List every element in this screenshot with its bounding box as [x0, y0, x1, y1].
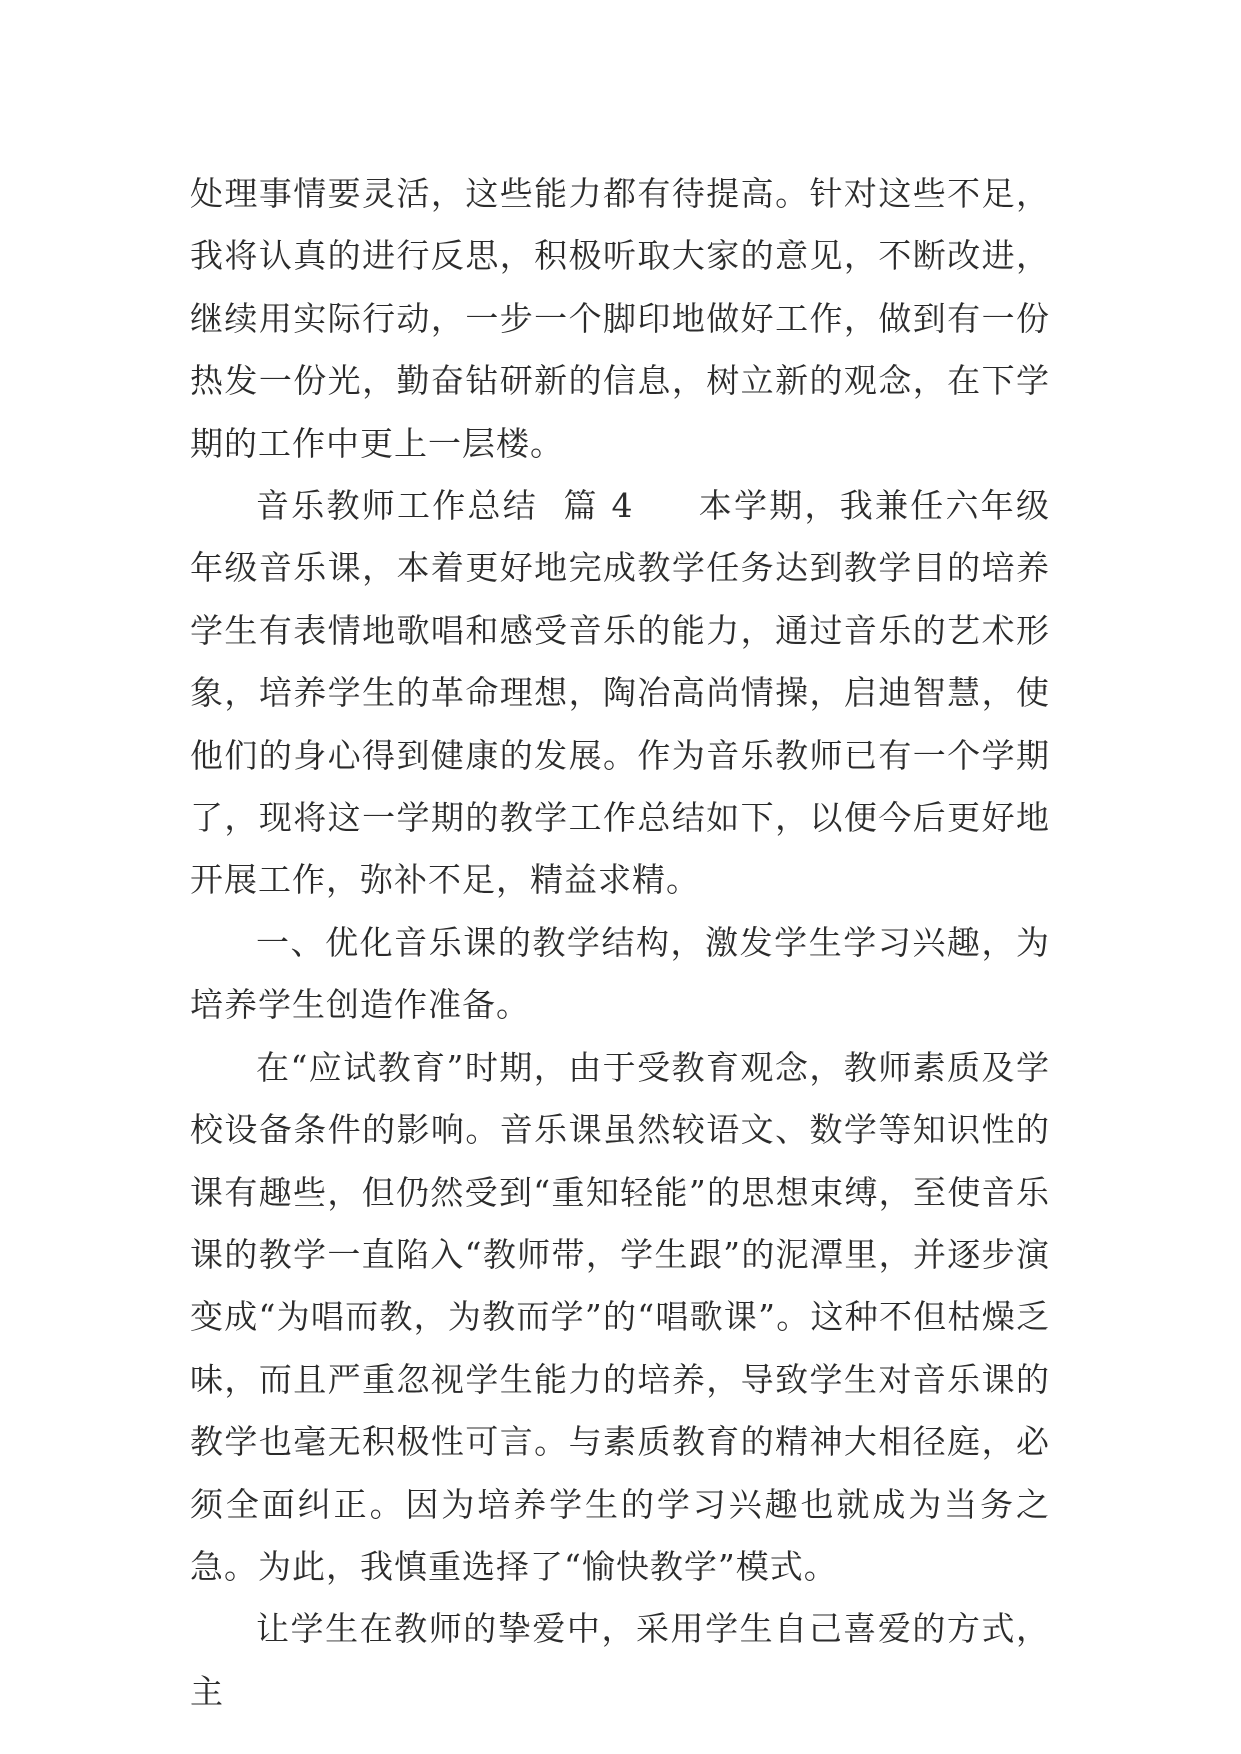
paragraph-continuation: 处理事情要灵活，这些能力都有待提高。针对这些不足，我将认真的进行反思，积极听取大家的意见，不断改进，继续用实际行动，一步一个脚印地做好工作，做到有一份热发一份光，勤奋钻研新的信息，树立新的观念，在下学期的工作中更上一层楼。	[190, 174, 1050, 463]
paragraph-final: 让学生在教师的挚爱中，采用学生自己喜爱的方式，主	[190, 1609, 1050, 1711]
section-label: 篇 4	[563, 486, 634, 526]
section-paragraph	[190, 475, 1050, 912]
document-body	[190, 163, 1050, 1723]
section-body: 本学期，我兼任六年级年级音乐课，本着更好地完成教学任务达到教学目的培养学生有表情地歌唱和感受音乐的能力，通过音乐的艺术形象，培养学生的革命理想，陶冶高尚情操，启迪智慧，使他们的身心得到健康的发展。作为音乐教师已有一个学期了，现将这一学期的教学工作总结如下，以便今后更好地开展工作，弥补不足，精益求精。	[190, 486, 1051, 900]
paragraph-heading-one: 一、优化音乐课的教学结构，激发学生学习兴趣，为培养学生创造作准备。	[190, 922, 1050, 1025]
section-heading: 音乐教师工作总结	[256, 486, 539, 526]
paragraph-body: 在“应试教育”时期，由于受教育观念，教师素质及学校设备条件的影响。音乐课虽然较语文、数学等知识性的课有趣些，但仍然受到“重知轻能”的思想束缚，至使音乐课的教学一直陷入“教师带，学生跟”的泥潭里，并逐步演变成“为唱而教，为教而学”的“唱歌课”。这种不但枯燥乏味，而且严重忽视学生能力的培养，导致学生对音乐课的教学也毫无积极性可言。与素质教育的精神大相径庭，必须全面纠正。因为培养学生的学习兴趣也就成为当务之急。为此，我慎重选择了“愉快教学”模式。	[190, 1047, 1050, 1586]
